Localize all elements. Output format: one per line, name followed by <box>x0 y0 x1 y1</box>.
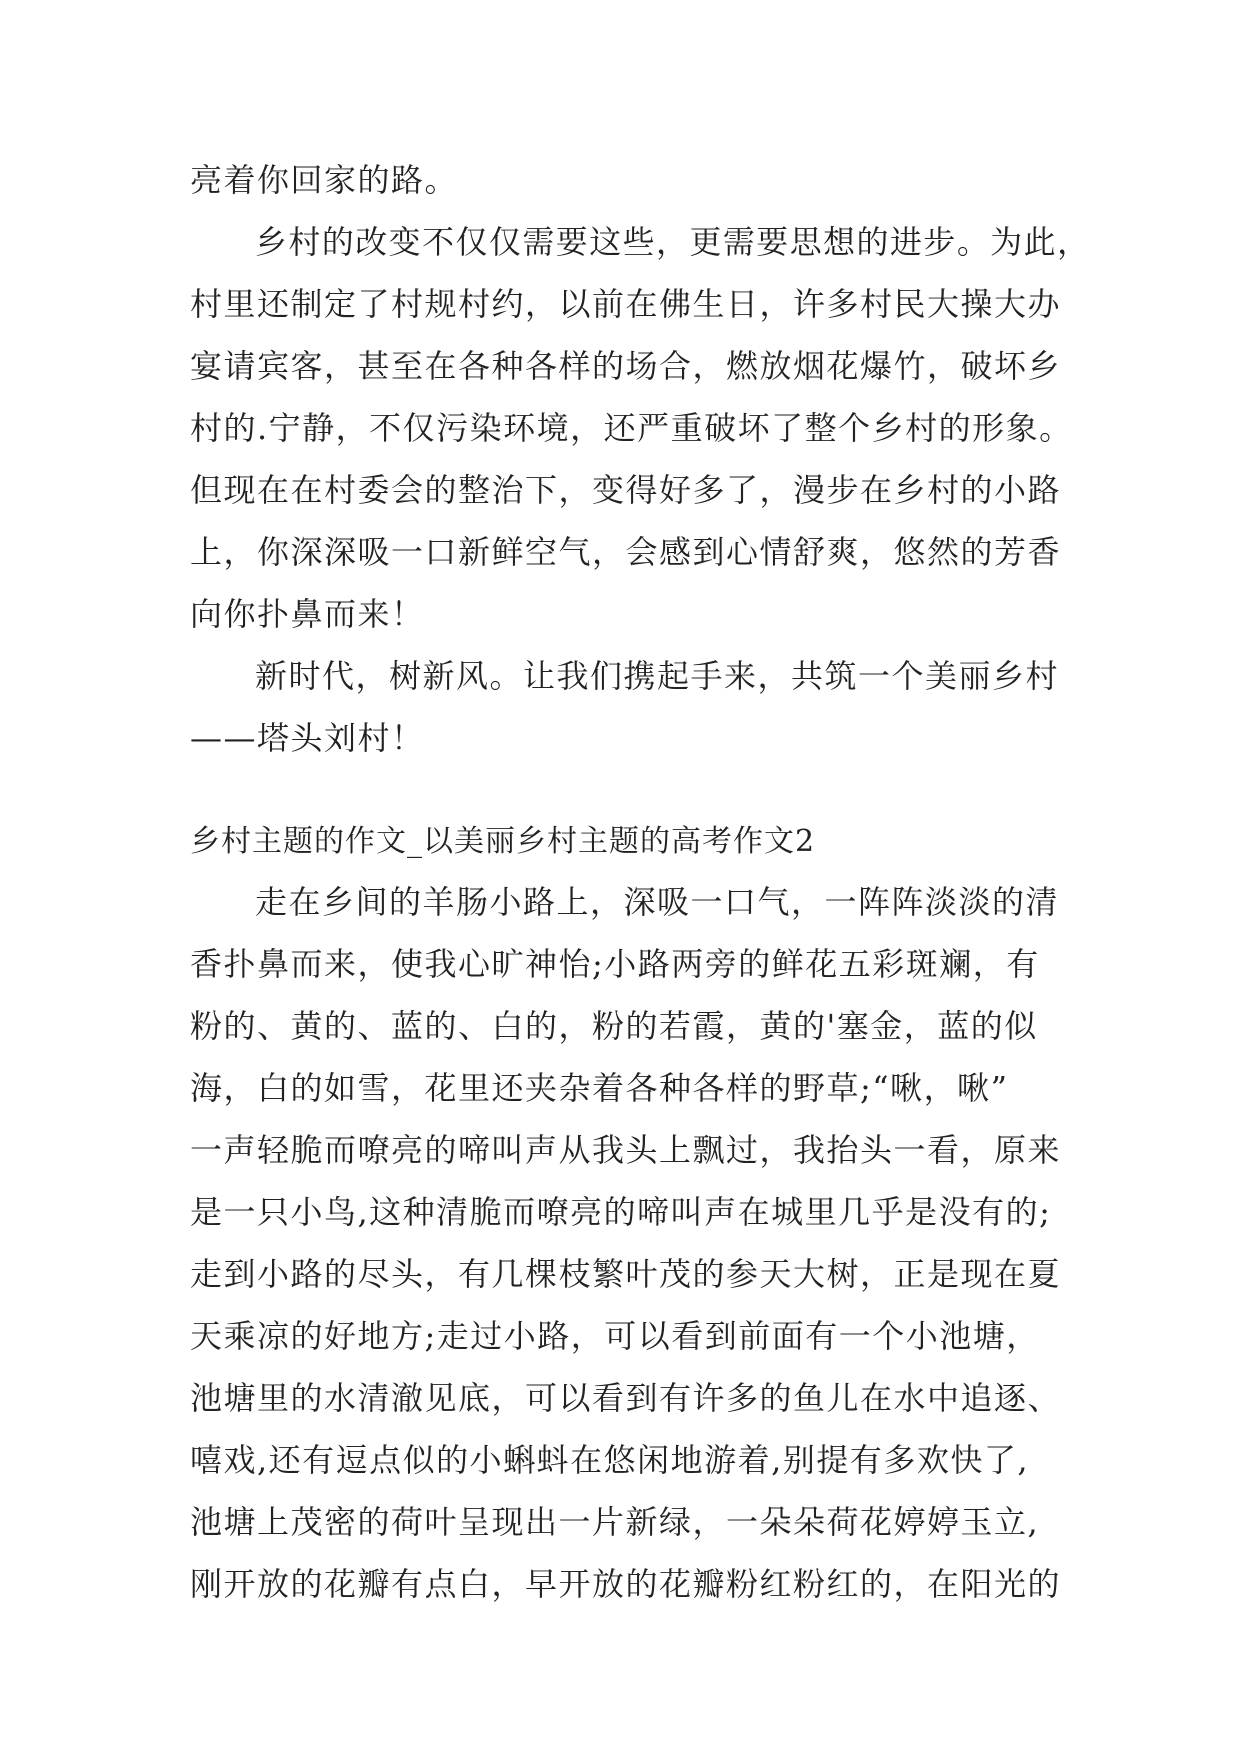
paragraph-line: 乡村的改变不仅仅需要这些，更需要思想的进步。为此， <box>255 223 1091 261</box>
paragraph-line: 向你扑鼻而来！ <box>190 595 425 633</box>
paragraph-line: 是一只小鸟,这种清脆而嘹亮的啼叫声在城里几乎是没有的; <box>190 1193 1052 1231</box>
paragraph-line: ——塔头刘村！ <box>190 719 425 757</box>
paragraph-line: 亮着你回家的路。 <box>190 161 459 199</box>
paragraph-line: 香扑鼻而来，使我心旷神怡;小路两旁的鲜花五彩斑斓，有 <box>190 945 1040 983</box>
paragraph-line: 新时代，树新风。让我们携起手来，共筑一个美丽乡村 <box>255 657 1060 695</box>
paragraph-line: 村里还制定了村规村约，以前在佛生日，许多村民大操大办 <box>190 285 1062 323</box>
paragraph-line: 走到小路的尽头，有几棵枝繁叶茂的参天大树，正是现在夏 <box>190 1255 1062 1293</box>
paragraph-line: 粉的、黄的、蓝的、白的，粉的若霞，黄的'塞金，蓝的似 <box>190 1007 1038 1045</box>
paragraph-line: 一声轻脆而嘹亮的啼叫声从我头上飘过，我抬头一看，原来 <box>190 1131 1062 1169</box>
section-heading: 乡村主题的作文_以美丽乡村主题的高考作文2 <box>190 824 816 859</box>
paragraph-line: 走在乡间的羊肠小路上，深吸一口气，一阵阵淡淡的清 <box>255 883 1060 921</box>
paragraph-line: 海，白的如雪，花里还夹杂着各种各样的野草;“啾，啾” <box>190 1069 1009 1107</box>
paragraph-line: 但现在在村委会的整治下，变得好多了，漫步在乡村的小路 <box>190 471 1062 509</box>
paragraph-line: 天乘凉的好地方;走过小路，可以看到前面有一个小池塘， <box>190 1317 1040 1355</box>
paragraph-line: 刚开放的花瓣有点白，早开放的花瓣粉红粉红的，在阳光的 <box>190 1565 1062 1603</box>
paragraph-line: 村的.宁静，不仅污染环境，还严重破坏了整个乡村的形象。 <box>190 409 1073 447</box>
paragraph-line: 嘻戏,还有逗点似的小蝌蚪在悠闲地游着,别提有多欢快了, <box>190 1441 1030 1479</box>
paragraph-line: 池塘上茂密的荷叶呈现出一片新绿，一朵朵荷花婷婷玉立, <box>190 1503 1040 1541</box>
paragraph-line: 宴请宾客，甚至在各种各样的场合，燃放烟花爆竹，破坏乡 <box>190 347 1062 385</box>
paragraph-line: 上，你深深吸一口新鲜空气，会感到心情舒爽，悠然的芳香 <box>190 533 1062 571</box>
paragraph-line: 池塘里的水清澈见底，可以看到有许多的鱼儿在水中追逐、 <box>190 1379 1062 1417</box>
